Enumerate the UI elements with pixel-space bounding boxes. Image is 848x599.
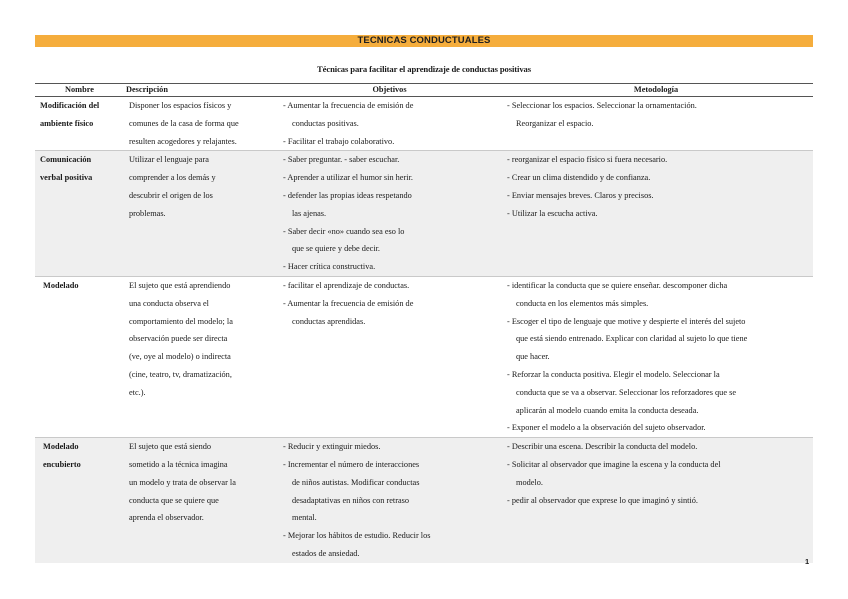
technique-methodology (499, 276, 813, 437)
technique-name (35, 276, 124, 437)
technique-name-line: ambiente físico (40, 118, 94, 128)
objective-line: conductas positivas. (292, 118, 359, 128)
description-line: El sujeto que está siendo (129, 442, 212, 452)
technique-objectives (280, 97, 499, 151)
methodology-line: - Solicitar al observador que imagine la escena y la conducta del (507, 459, 721, 469)
objective-line: que se quiere y debe decir. (292, 244, 381, 254)
objective-line: - Hacer crítica constructiva. (283, 262, 376, 272)
methodology-line: - Seleccionar los espacios. Seleccionar la ornamentación. (507, 101, 697, 110)
technique-description (124, 438, 280, 563)
technique-methodology (499, 151, 813, 277)
objective-line: - Aprender a utilizar el humor sin herir. (283, 173, 413, 183)
description-line: comportamiento del modelo; la (129, 316, 233, 326)
description-line: resulten acogedores y relajantes. (129, 136, 237, 146)
technique-description (124, 276, 280, 437)
methodology-line: aplicarán al modelo cuando emita la conducta deseada. (516, 405, 699, 415)
objective-line: estados de ansiedad. (292, 548, 360, 558)
methodology-line: conducta en los elementos más simples. (516, 298, 649, 308)
technique-name-line: Modelado (43, 442, 79, 452)
description-line: comprender a los demás y (129, 173, 216, 183)
description-line: observación puede ser directa (129, 334, 228, 344)
technique-methodology (499, 438, 813, 563)
table-row (35, 97, 813, 151)
objective-line: - Aumentar la frecuencia de emisión de (283, 101, 414, 110)
table-row (35, 438, 813, 563)
description-line: una conducta observa el (129, 298, 209, 308)
description-line: (cine, teatro, tv, dramatización, (129, 369, 232, 379)
methodology-line: que está siendo entrenado. Explicar con claridad al sujeto lo que tiene (516, 334, 748, 344)
technique-name-line: encubierto (43, 459, 81, 469)
objective-line: desadaptativas en niños con retraso (292, 495, 410, 505)
methodology-line: - Exponer el modelo a la observación del sujeto observador. (507, 423, 706, 433)
technique-description (124, 151, 280, 277)
description-line: aprenda el observador. (129, 513, 204, 523)
methodology-line: - Reforzar la conducta positiva. Elegir el modelo. Seleccionar la (507, 369, 720, 379)
description-line: Disponer los espacios físicos y (129, 101, 232, 110)
table-row (35, 151, 813, 277)
objective-line: - Reducir y extinguir miedos. (283, 442, 381, 452)
methodology-line: conducta que se va a observar. Seleccionar los reforzadores que se (516, 387, 737, 397)
methodology-line: modelo. (516, 477, 543, 487)
header-description: Descripción (124, 84, 280, 97)
objective-line: mental. (292, 513, 317, 523)
technique-name (35, 97, 124, 151)
technique-name-line: Comunicación (40, 155, 92, 165)
objective-line: - Mejorar los hábitos de estudio. Reducir los (283, 531, 431, 541)
document-banner-title: TECNICAS CONDUCTUALES (35, 35, 813, 47)
objective-line: - Aumentar la frecuencia de emisión de (283, 298, 414, 308)
table-header-row (35, 84, 813, 97)
description-line: El sujeto que está aprendiendo (129, 280, 231, 290)
description-line: Utilizar el lenguaje para (129, 155, 209, 165)
technique-name-line: verbal positiva (40, 173, 93, 183)
description-line: (ve, oye al modelo) o indirecta (129, 352, 231, 362)
objective-line: - Incrementar el número de interacciones (283, 459, 420, 469)
technique-objectives (280, 151, 499, 277)
objective-line: - Saber preguntar. - saber escuchar. (283, 155, 400, 165)
description-line: un modelo y trata de observar la (129, 477, 236, 487)
methodology-line: - reorganizar el espacio físico si fuera necesario. (507, 155, 668, 165)
description-line: conducta que se quiere que (129, 495, 219, 505)
objective-line: de niños autistas. Modificar conductas (292, 477, 420, 487)
table-row (35, 276, 813, 437)
description-line: sometido a la técnica imagina (129, 459, 228, 469)
description-line: problemas. (129, 208, 166, 218)
header-objectives: Objetivos (280, 84, 499, 97)
methodology-line: - Describir una escena. Describir la conducta del modelo. (507, 442, 698, 452)
objective-line: - facilitar el aprendizaje de conductas. (283, 280, 410, 290)
objective-line: - Saber decir «no» cuando sea eso lo (283, 226, 405, 236)
methodology-line: - Utilizar la escucha activa. (507, 208, 598, 218)
methodology-line: - pedir al observador que exprese lo que imaginó y sintió. (507, 495, 699, 505)
technique-name (35, 438, 124, 563)
header-methodology: Metodología (499, 84, 813, 97)
techniques-table (35, 83, 813, 563)
description-line: comunes de la casa de forma que (129, 118, 239, 128)
technique-name-line: Modificación del (40, 101, 100, 110)
table-subtitle: Técnicas para facilitar el aprendizaje de conductas positivas (317, 64, 531, 74)
header-name: Nombre (35, 84, 124, 97)
technique-methodology (499, 97, 813, 151)
methodology-line: - Crear un clima distendido y de confianza. (507, 173, 651, 183)
technique-objectives (280, 438, 499, 563)
objective-line: - defender las propias ideas respetando (283, 190, 412, 200)
description-line: etc.). (129, 387, 146, 397)
technique-name (35, 151, 124, 277)
objective-line: las ajenas. (292, 208, 327, 218)
objective-line: - Facilitar el trabajo colaborativo. (283, 136, 395, 146)
technique-description (124, 97, 280, 151)
technique-name-line: Modelado (43, 280, 79, 290)
objective-line: conductas aprendidas. (292, 316, 366, 326)
technique-objectives (280, 276, 499, 437)
page-number: 1 (805, 557, 810, 566)
methodology-line: - Enviar mensajes breves. Claros y precisos. (507, 190, 654, 200)
methodology-line: que hacer. (516, 352, 550, 362)
methodology-line: - Escoger el tipo de lenguaje que motive y despierte el interés del sujeto (507, 316, 746, 326)
description-line: descubrir el origen de los (129, 190, 213, 200)
methodology-line: - identificar la conducta que se quiere enseñar. descomponer dicha (507, 280, 728, 290)
methodology-line: Reorganizar el espacio. (516, 118, 594, 128)
